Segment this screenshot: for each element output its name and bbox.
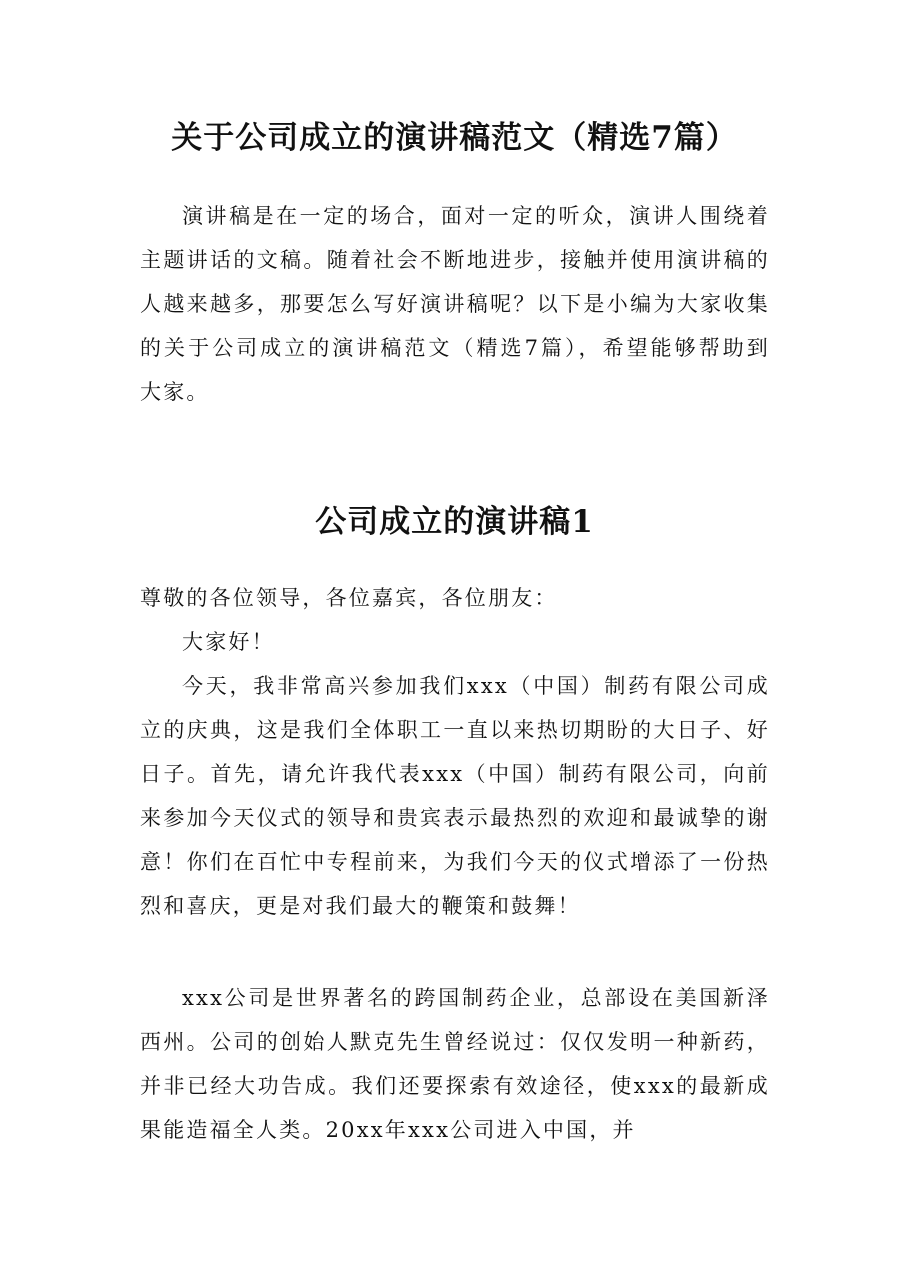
intro-paragraph: 演讲稿是在一定的场合，面对一定的听众，演讲人围绕着主题讲话的文稿。随着社会不断地进步，接触并使用演讲稿的人越来越多，那要怎么写好演讲稿呢？以下是小编为大家收集的关于公司成立的演讲稿范文（精选7篇），希望能够帮助到大家。 bbox=[140, 204, 770, 404]
document-title: 关于公司成立的演讲稿范文（精选7篇） bbox=[171, 120, 738, 156]
section-heading: 公司成立的演讲稿1 bbox=[315, 504, 594, 540]
salutation: 尊敬的各位领导，各位嘉宾，各位朋友： bbox=[140, 586, 558, 610]
body-paragraph: xxx公司是世界著名的跨国制药企业，总部设在美国新泽西州。公司的创始人默克先生曾经说过：仅仅发明一种新药，并非已经大功告成。我们还要探索有效途径，使xxx的最新成果能造福全人类。20xx年xxx公司进入中国，并 bbox=[140, 986, 770, 1142]
greeting: 大家好！ bbox=[182, 630, 275, 654]
body-paragraph: 今天，我非常高兴参加我们xxx（中国）制药有限公司成立的庆典，这是我们全体职工一直以来热切期盼的大日子、好日子。首先，请允许我代表xxx（中国）制药有限公司，向前来参加今天仪式的领导和贵宾表示最热烈的欢迎和最诚挚的谢意！你们在百忙中专程前来，为我们今天的仪式增添了一份热烈和喜庆，更是对我们最大的鞭策和鼓舞！ bbox=[140, 674, 770, 918]
